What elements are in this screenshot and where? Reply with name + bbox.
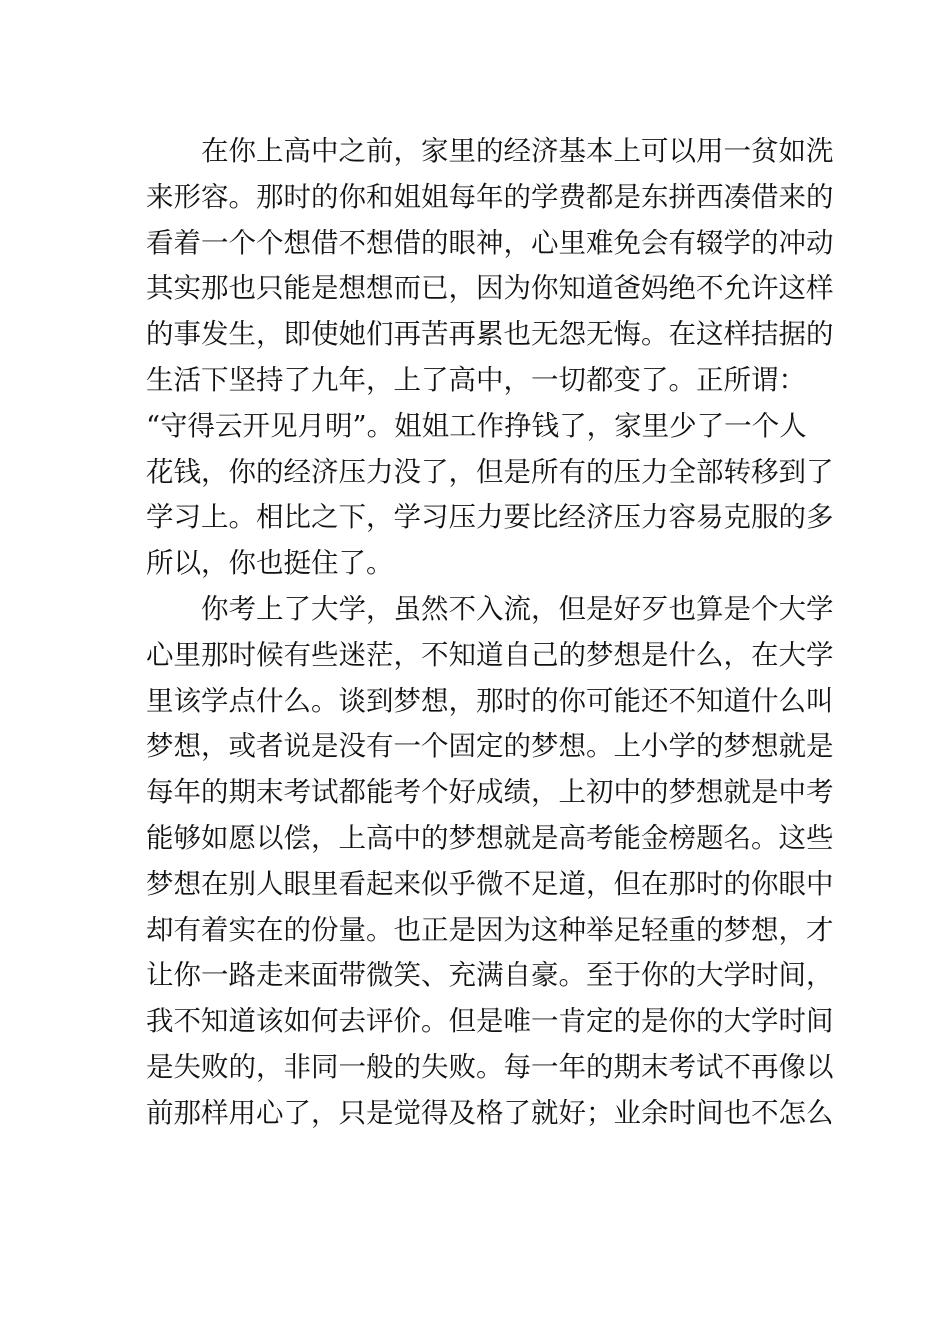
- paragraph-2: [146, 587, 834, 1137]
- paragraph-line: 每年的期末考试都能考个好成绩，上初中的梦想就是中考: [146, 776, 834, 809]
- paragraph-line: 生活下坚持了九年，上了高中，一切都变了。正所谓：: [146, 363, 806, 396]
- paragraph-line: 看着一个个想借不想借的眼神，心里难免会有辍学的冲动: [146, 226, 834, 259]
- paragraph-line: 来形容。那时的你和姐姐每年的学费都是东拼西凑借来的: [146, 180, 834, 213]
- paragraph-line: 的事发生，即使她们再苦再累也无怨无悔。在这样拮据的: [146, 318, 834, 351]
- paragraph-line: 里该学点什么。谈到梦想，那时的你可能还不知道什么叫: [146, 684, 834, 717]
- paragraph-line: “守得云开见月明”。姐姐工作挣钱了，家里少了一个人: [146, 409, 807, 442]
- paragraph-line: 在你上高中之前，家里的经济基本上可以用一贫如洗: [201, 135, 834, 167]
- paragraph-line: 我不知道该如何去评价。但是唯一肯定的是你的大学时间: [146, 1005, 834, 1038]
- paragraph-line: 却有着实在的份量。也正是因为这种举足轻重的梦想，才: [146, 913, 834, 946]
- paragraph-line: 梦想，或者说是没有一个固定的梦想。上小学的梦想就是: [146, 730, 834, 763]
- paragraph-1: [146, 129, 834, 587]
- paragraph-line: 花钱，你的经济压力没了，但是所有的压力全部转移到了: [146, 455, 834, 488]
- paragraph-line: 前那样用心了，只是觉得及格了就好；业余时间也不怎么: [146, 1096, 834, 1129]
- paragraph-line: 所以，你也挺住了。: [146, 547, 394, 580]
- paragraph-line: 其实那也只能是想想而已，因为你知道爸妈绝不允许这样: [146, 272, 834, 305]
- paragraph-line: 是失败的，非同一般的失败。每一年的期末考试不再像以: [146, 1050, 834, 1083]
- paragraph-line: 你考上了大学，虽然不入流，但是好歹也算是个大学: [201, 592, 834, 625]
- document-body: [146, 129, 834, 1137]
- paragraph-line: 能够如愿以偿，上高中的梦想就是高考能金榜题名。这些: [146, 821, 834, 854]
- paragraph-line: 心里那时候有些迷茫，不知道自己的梦想是什么，在大学: [146, 638, 834, 671]
- paragraph-line: 让你一路走来面带微笑、充满自豪。至于你的大学时间，: [146, 959, 834, 992]
- paragraph-line: 学习上。相比之下，学习压力要比经济压力容易克服的多: [146, 501, 834, 534]
- paragraph-line: 梦想在别人眼里看起来似乎微不足道，但在那时的你眼中: [146, 867, 834, 900]
